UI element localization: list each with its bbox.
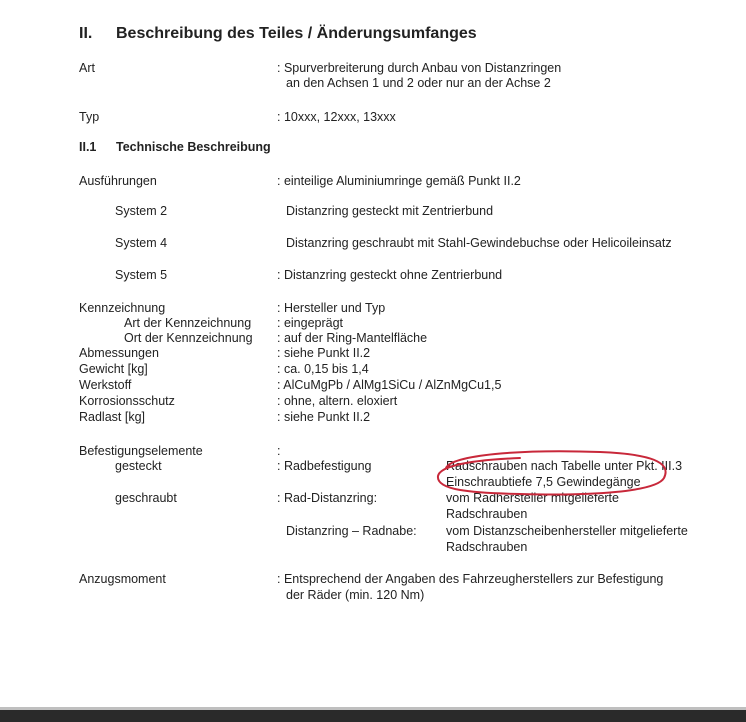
geschraubt-type1-line1: vom Radhersteller mitgelieferte (446, 491, 619, 505)
kennzeichnung-label: Kennzeichnung (79, 301, 166, 315)
kennzeichnung-value: : Hersteller und Typ (277, 301, 386, 315)
gesteckt-label: gesteckt (115, 459, 162, 473)
page-bottom-edge (0, 710, 746, 722)
geschraubt-type2: Distanzring – Radnabe: (286, 524, 417, 538)
anzugsmoment-line1: : Entsprechend der Angaben des Fahrzeugherstellers zur Befestigung (277, 572, 664, 586)
art-der-kennzeichnung-label: Art der Kennzeichnung (124, 316, 252, 330)
befestigung-label: Befestigungselemente (79, 444, 203, 458)
gesteckt-type: : Radbefestigung (277, 459, 372, 473)
geschraubt-type2-line2: Radschrauben (446, 540, 528, 554)
abmessungen-label: Abmessungen (79, 346, 159, 360)
art-der-kennzeichnung-value: : eingeprägt (277, 316, 344, 330)
ort-der-kennzeichnung-value: : auf der Ring-Mantelfläche (277, 331, 428, 345)
art-label: Art (79, 61, 95, 75)
geschraubt-label: geschraubt (115, 491, 177, 505)
system-2-value: Distanzring gesteckt mit Zentrierbund (286, 204, 494, 218)
abmessungen-value: : siehe Punkt II.2 (277, 346, 371, 360)
system-4-label: System 4 (115, 236, 168, 250)
system-5-value: : Distanzring gesteckt ohne Zentrierbund (277, 268, 503, 282)
geschraubt-type2-line1: vom Distanzscheibenhersteller mitgelieferte (446, 524, 688, 538)
gewicht-value: : ca. 0,15 bis 1,4 (277, 362, 369, 376)
system-5-label: System 5 (115, 268, 168, 282)
befestigung-colon: : (277, 444, 281, 458)
subsection-title: Technische Beschreibung (116, 140, 271, 154)
section-number: II. (79, 25, 93, 42)
geschraubt-type1: : Rad-Distanzring: (277, 491, 378, 505)
werkstoff-label: Werkstoff (79, 378, 132, 392)
ausfuehrungen-value: : einteilige Aluminiumringe gemäß Punkt II.2 (277, 174, 521, 188)
subsection-number: II.1 (79, 140, 97, 154)
korrosionsschutz-value: : ohne, altern. eloxiert (277, 394, 398, 408)
typ-label: Typ (79, 110, 100, 124)
gesteckt-detail-line2: Einschraubtiefe 7,5 Gewindegänge (446, 475, 641, 489)
werkstoff-value: : AlCuMgPb / AlMg1SiCu / AlZnMgCu1,5 (277, 378, 502, 392)
art-value-line2: an den Achsen 1 und 2 oder nur an der Achse 2 (286, 76, 551, 90)
radlast-label: Radlast [kg] (79, 410, 146, 424)
system-4-value: Distanzring geschraubt mit Stahl-Gewindebuchse oder Helicoileinsatz (286, 236, 672, 250)
typ-value: : 10xxx, 12xxx, 13xxx (277, 110, 396, 124)
section-title: Beschreibung des Teiles / Änderungsumfanges (116, 25, 477, 42)
gewicht-label: Gewicht [kg] (79, 362, 148, 376)
anzugsmoment-line2: der Räder (min. 120 Nm) (286, 588, 425, 602)
geschraubt-type1-line2: Radschrauben (446, 507, 528, 521)
system-2-label: System 2 (115, 204, 168, 218)
gesteckt-detail-line1: Radschrauben nach Tabelle unter Pkt. III.3 (446, 459, 683, 473)
anzugsmoment-label: Anzugsmoment (79, 572, 166, 586)
korrosionsschutz-label: Korrosionsschutz (79, 394, 175, 408)
ort-der-kennzeichnung-label: Ort der Kennzeichnung (124, 331, 253, 345)
radlast-value: : siehe Punkt II.2 (277, 410, 371, 424)
ausfuehrungen-label: Ausführungen (79, 174, 157, 188)
art-value-line1: : Spurverbreiterung durch Anbau von Distanzringen (277, 61, 562, 75)
